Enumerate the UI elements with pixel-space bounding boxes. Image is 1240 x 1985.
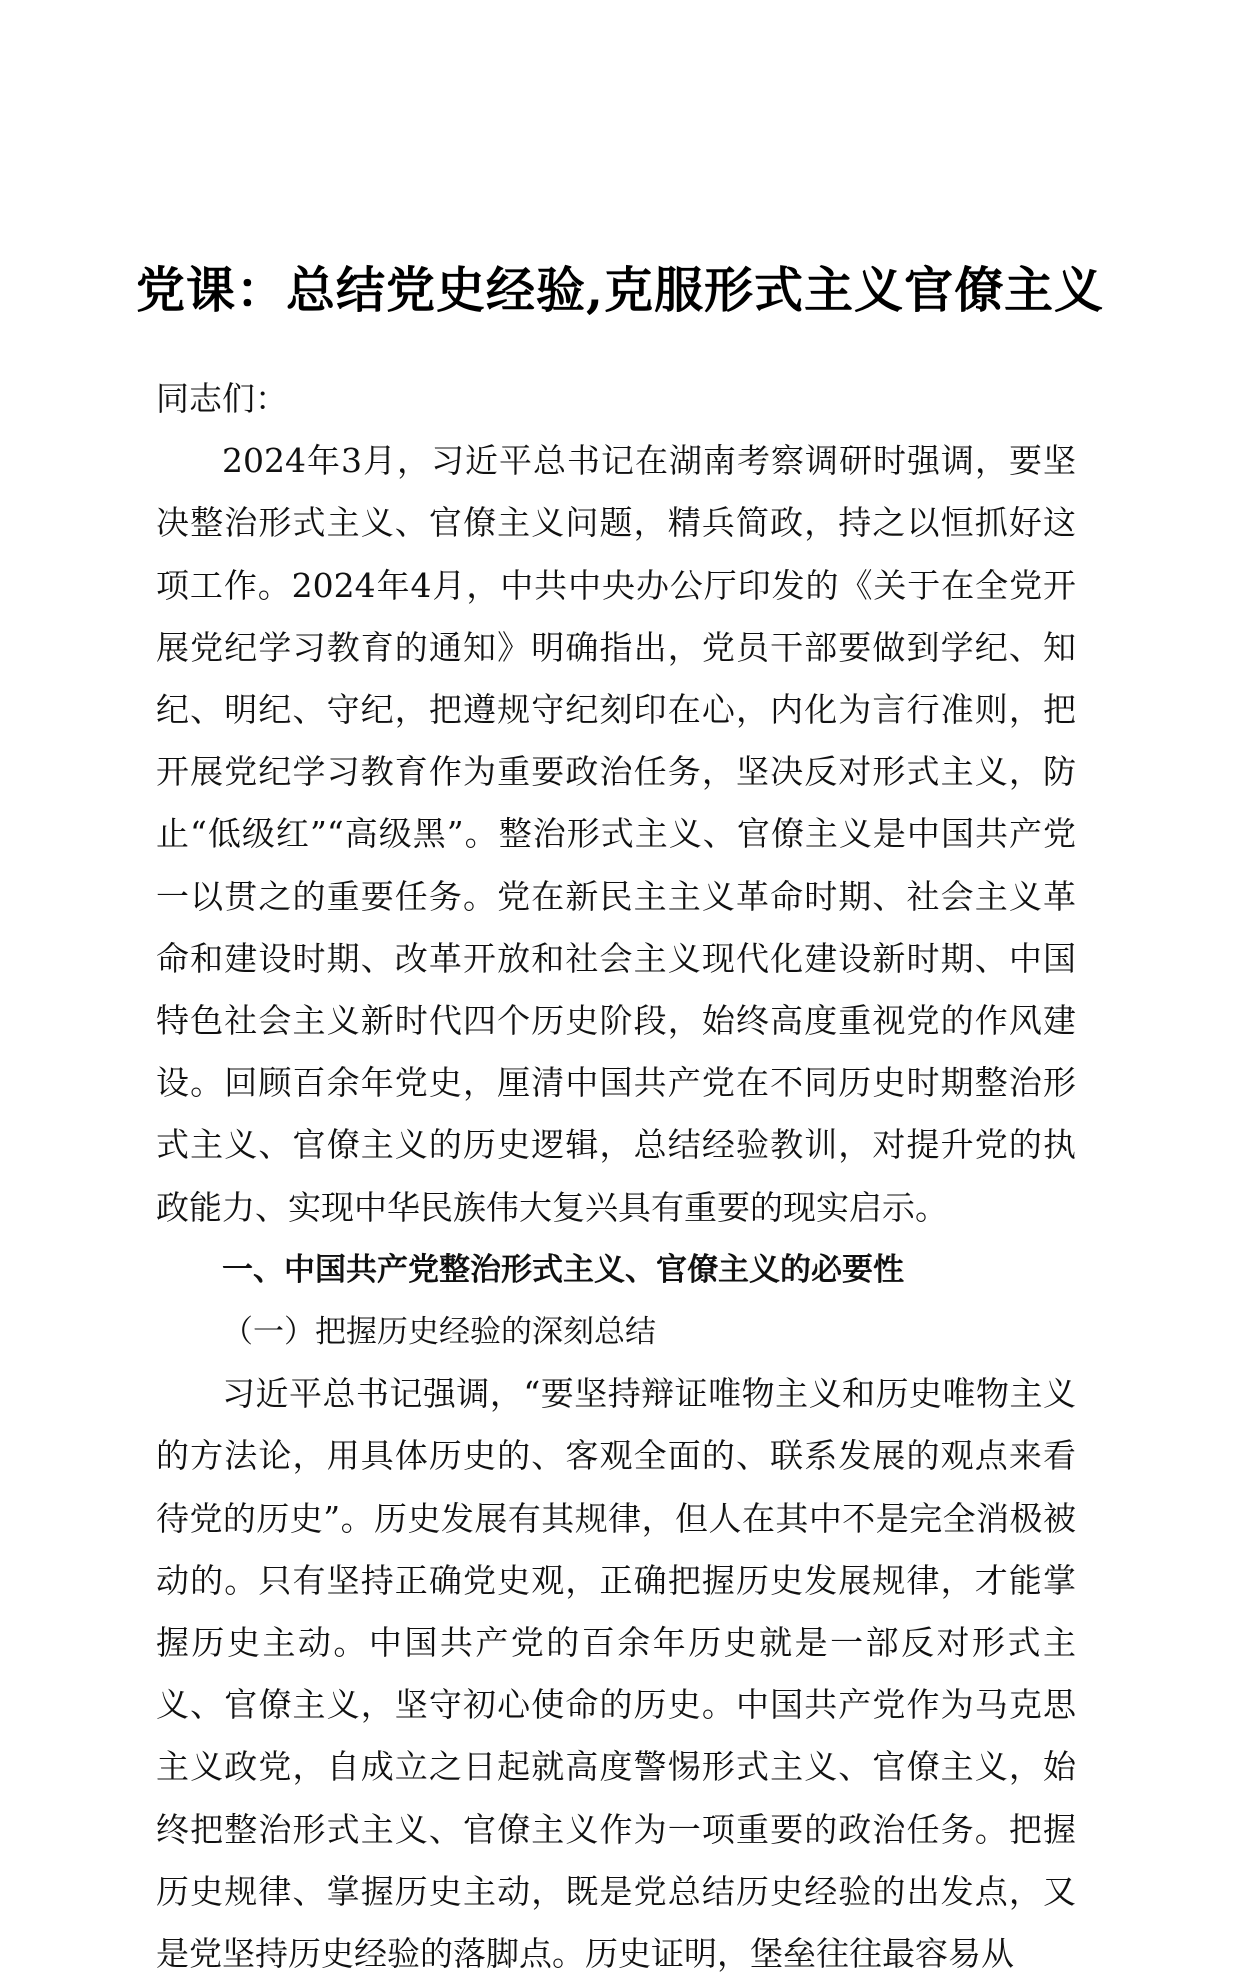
document-body: [156, 368, 1076, 1985]
paragraph-history: 习近平总书记强调，“要坚持辩证唯物主义和历史唯物主义的方法论，用具体历史的、客观全面的、联系发展的观点来看待党的历史”。历史发展有其规律，但人在其中不是完全消极被动的。只有坚持正确党史观，正确把握历史发展规律，才能掌握历史主动。中国共产党的百余年历史就是一部反对形式主义、官僚主义，坚守初心使命的历史。中国共产党作为马克思主义政党，自成立之日起就高度警惕形式主义、官僚主义，始终把整治形式主义、官僚主义作为一项重要的政治任务。把握历史规律、掌握历史主动，既是党总结历史经验的出发点，又是党坚持历史经验的落脚点。历史证明，堡垒往往最容易从: [156, 1374, 1076, 1974]
subsection-heading-1: （一）把握历史经验的深刻总结: [222, 1314, 656, 1351]
paragraph-intro: 2024年3月，习近平总书记在湖南考察调研时强调，要坚决整治形式主义、官僚主义问题，精兵简政，持之以恒抓好这项工作。2024年4月，中共中央办公厅印发的《关于在全党开展党纪学习教育的通知》明确指出，党员干部要做到学纪、知纪、明纪、守纪，把遵规守纪刻印在心，内化为言行准则，把开展党纪学习教育作为重要政治任务，坚决反对形式主义，防止“低级红”“高级黑”。整治形式主义、官僚主义是中国共产党一以贯之的重要任务。党在新民主主义革命时期、社会主义革命和建设时期、改革开放和社会主义现代化建设新时期、中国特色社会主义新时代四个历史阶段，始终高度重视党的作风建设。回顾百余年党史，厘清中国共产党在不同历史时期整治形式主义、官僚主义的历史逻辑，总结经验教训，对提升党的执政能力、实现中华民族伟大复兴具有重要的现实启示。: [156, 441, 1076, 1227]
salutation: 同志们：: [156, 379, 288, 418]
section-heading-1: 一、中国共产党整治形式主义、官僚主义的必要性: [222, 1251, 904, 1288]
document-title: 党课：总结党史经验,克服形式主义官僚主义: [135, 260, 1105, 319]
